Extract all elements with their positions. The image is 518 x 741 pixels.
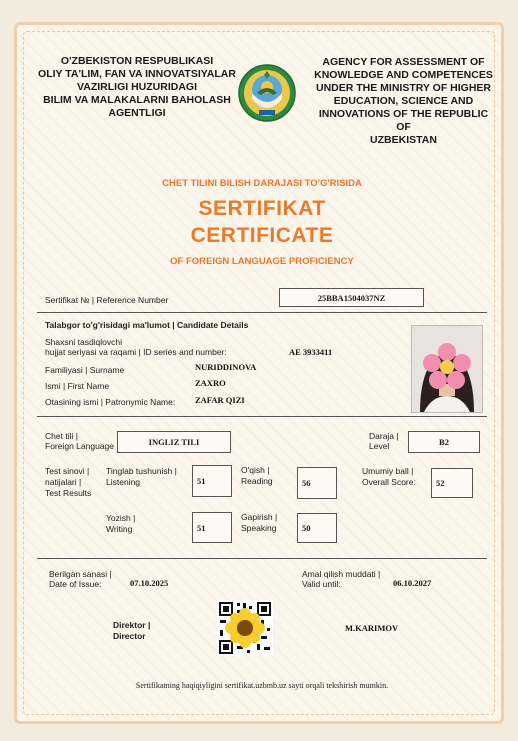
header-right-line: EDUCATION, SCIENCE AND xyxy=(333,95,474,107)
speaking-score: 50 xyxy=(297,513,337,543)
certificate xyxy=(14,22,504,724)
director-label-2: Director xyxy=(113,631,146,641)
level-value: B2 xyxy=(408,431,480,453)
id-label-1: Shaxsni tasdiqlovchi xyxy=(45,337,123,347)
reading-score: 56 xyxy=(297,467,337,499)
level-label-2: Level xyxy=(369,441,390,451)
verification-note: Sertifikatning haqiqiyligini sertifikat.uzbmb.uz sayti orqali tekshirish mumkin. xyxy=(135,681,389,690)
header-right-line: UNDER THE MINISTRY OF HIGHER xyxy=(315,82,491,94)
language-value: INGLIZ TILI xyxy=(117,431,231,453)
header-right-agency-en xyxy=(311,56,496,147)
valid-until-date: 06.10.2027 xyxy=(393,578,432,588)
subtitle-en: OF FOREIGN LANGUAGE PROFICIENCY xyxy=(170,256,354,267)
listening-score: 51 xyxy=(192,465,232,497)
header-right-line: UZBEKISTAN xyxy=(370,134,437,146)
reference-label: Sertifikat № | Reference Number xyxy=(45,295,169,305)
language-label-2: Foreign Language xyxy=(45,441,115,451)
header-left-line: BILIM VA MALAKALARNI BAHOLASH xyxy=(43,94,231,106)
overall-score: 52 xyxy=(431,468,473,498)
valid-label-1: Amal qilish muddati | xyxy=(302,569,381,579)
issue-label-2: Date of Issue: xyxy=(49,579,102,589)
header-right-line: INNOVATIONS OF THE REPUBLIC OF xyxy=(318,108,489,133)
patronymic-value: ZAFAR QIZI xyxy=(195,395,245,405)
director-label-1: Direktor | xyxy=(113,620,151,630)
writing-label-1: Yozish | xyxy=(106,513,136,523)
state-emblem-icon xyxy=(237,63,297,123)
subtitle-uz: CHET TILINI BILISH DARAJASI TO'G'RISIDA xyxy=(162,178,362,189)
results-label-2: natijalari | xyxy=(45,477,82,487)
id-label-2: hujjat seriyasi va raqami | ID series and number: xyxy=(45,347,227,357)
firstname-value: ZAXRO xyxy=(195,378,226,388)
header-right-line: AGENCY FOR ASSESSMENT OF xyxy=(322,56,485,68)
surname-value: NURIDDINOVA xyxy=(195,362,257,372)
header-left-agency-uz xyxy=(37,55,237,120)
title-en: CERTIFICATE xyxy=(190,224,334,247)
listening-label-2: Listening xyxy=(106,477,141,487)
candidate-section-title: Talabgor to'g'risidagi ma'lumot | Candidate Details xyxy=(45,320,249,330)
listening-label-1: Tinglab tushunish | xyxy=(106,466,177,476)
reference-number: 25BBA1504037NZ xyxy=(279,288,424,307)
reading-label-2: Reading xyxy=(241,476,273,486)
firstname-label: Ismi | First Name xyxy=(45,381,110,391)
candidate-photo xyxy=(411,325,483,413)
issue-date: 07.10.2025 xyxy=(130,578,169,588)
surname-label: Familiyasi | Surname xyxy=(45,365,125,375)
valid-label-2: Valid until: xyxy=(302,579,341,589)
header-left-line: OLIY TA'LIM, FAN VA INNOVATSIYALAR xyxy=(38,68,236,80)
divider xyxy=(37,312,487,313)
patronymic-label: Otasining ismi | Patronymic Name: xyxy=(45,397,176,407)
writing-label-2: Writing xyxy=(106,524,133,534)
flower-emoji-icon xyxy=(412,326,482,412)
header-left-line: O'ZBEKISTON RESPUBLIKASI xyxy=(60,55,214,67)
results-label-3: Test Results xyxy=(45,488,92,498)
header-left-line: AGENTLIGI xyxy=(108,107,166,119)
title-uz: SERTIFIKAT xyxy=(198,197,326,220)
director-name: M.KARIMOV xyxy=(345,623,399,633)
qr-code-icon[interactable] xyxy=(217,600,273,656)
reading-label-1: O'qish | xyxy=(241,465,270,475)
overall-label-1: Umumiy ball | xyxy=(362,466,414,476)
overall-label-2: Overall Score: xyxy=(362,477,416,487)
divider xyxy=(37,558,487,559)
writing-score: 51 xyxy=(192,512,232,543)
issue-label-1: Berilgan sanasi | xyxy=(49,569,112,579)
speaking-label-1: Gapirish | xyxy=(241,512,278,522)
header-left-line: VAZIRLIGI HUZURIDAGI xyxy=(77,81,197,93)
level-label-1: Daraja | xyxy=(369,431,399,441)
divider xyxy=(37,416,487,417)
id-value: AE 3933411 xyxy=(289,347,333,357)
header-right-line: KNOWLEDGE AND COMPETENCES xyxy=(314,69,493,81)
language-label-1: Chet tili | xyxy=(45,431,78,441)
speaking-label-2: Speaking xyxy=(241,523,277,533)
results-label-1: Test sinovi | xyxy=(45,466,90,476)
